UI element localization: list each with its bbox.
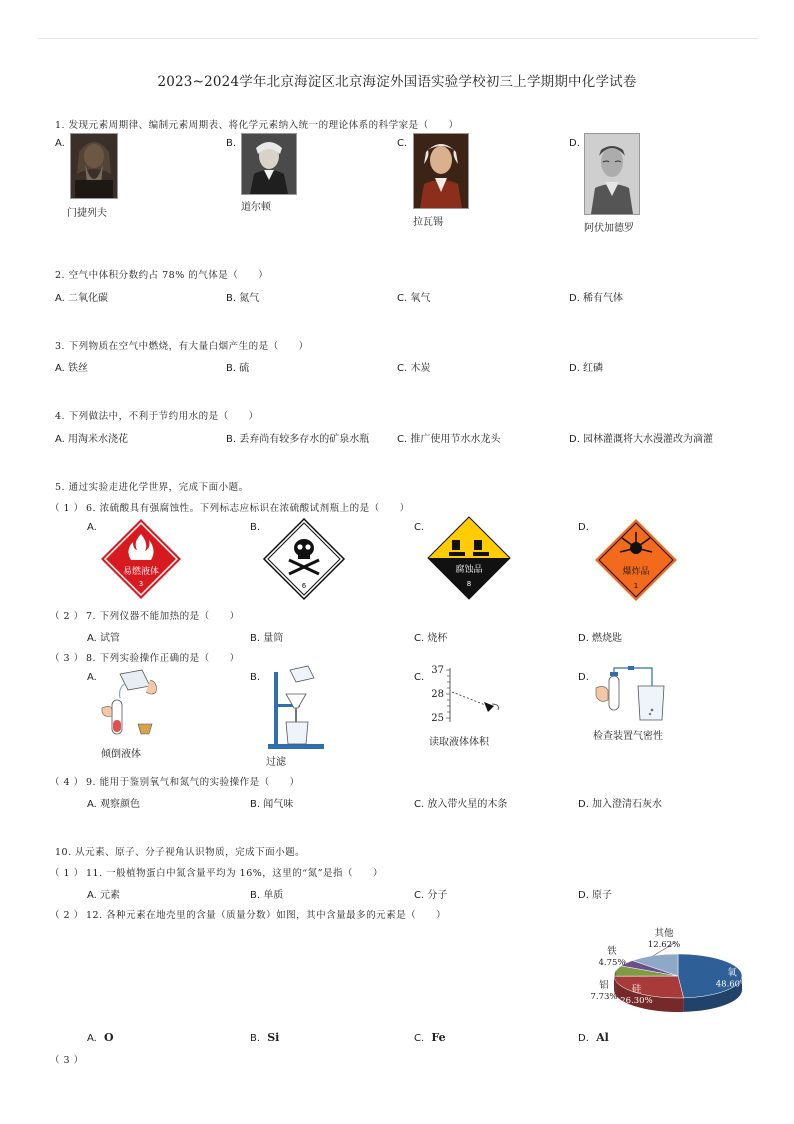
q12-stem: 12. 各种元素在地壳里的含量（质量分数）如图，其中含量最多的元素是（ ） bbox=[86, 910, 447, 921]
q4-stem: 4. 下列做法中，不利于节约用水的是（ ） bbox=[55, 411, 259, 422]
q3-option-d[interactable]: D. 红磷 bbox=[569, 363, 604, 374]
flammable-liquid-sign bbox=[100, 518, 182, 600]
flammable-liquid-sign-text: 易燃液体 bbox=[122, 567, 160, 577]
lavoisier-portrait bbox=[413, 133, 469, 209]
toxic-sign bbox=[263, 518, 345, 600]
explosive-sign bbox=[594, 518, 678, 602]
explosive-sign-number: 1 bbox=[633, 582, 639, 590]
q12-option-c[interactable] bbox=[414, 1031, 446, 1044]
q1-option-b-letter[interactable]: B. bbox=[226, 138, 237, 149]
flammable-liquid-sign-number: 3 bbox=[138, 580, 144, 588]
toxic-sign-number: 6 bbox=[301, 582, 307, 590]
pie-label-name-4: 铁 bbox=[607, 946, 617, 957]
pie-label-value-2: 26.30% bbox=[620, 996, 653, 1007]
airtightness-check-diagram bbox=[594, 664, 666, 722]
pie-label-value-4: 4.75% bbox=[598, 958, 626, 968]
q9-number: （ 4 ） bbox=[50, 777, 84, 788]
dalton-portrait bbox=[241, 133, 297, 195]
corrosive-sign-text: 腐蚀品 bbox=[455, 565, 483, 575]
corrosive-sign-number: 8 bbox=[466, 580, 472, 588]
q9-stem: 9. 能用于鉴别氧气和氮气的实验操作是（ ） bbox=[86, 777, 300, 788]
q12-option-d-element: Al bbox=[596, 1031, 609, 1044]
q3-option-c[interactable]: C. 木炭 bbox=[397, 363, 431, 374]
q3-stem: 3. 下列物质在空气中燃烧，有大量白烟产生的是（ ） bbox=[55, 341, 309, 352]
q12-option-a-letter: A. bbox=[87, 1033, 97, 1044]
cylinder-reading-diagram bbox=[426, 664, 506, 726]
q2-option-c[interactable]: C. 氧气 bbox=[397, 293, 431, 304]
q7-number: （ 2 ） bbox=[50, 611, 84, 622]
q1-option-a-caption: 门捷列夫 bbox=[67, 208, 107, 219]
q8-option-d-caption: 检查装置气密性 bbox=[593, 731, 663, 742]
corrosive-sign bbox=[427, 516, 511, 600]
crust-element-pie-chart bbox=[580, 918, 748, 1030]
q1-option-a-letter[interactable]: A. bbox=[55, 138, 65, 149]
q8-option-b-caption: 过滤 bbox=[266, 757, 286, 768]
q7-option-a[interactable]: A. 试管 bbox=[87, 633, 121, 644]
q10-stem: 10. 从元素、原子、分子视角认识物质，完成下面小题。 bbox=[55, 847, 306, 858]
mendeleev-portrait bbox=[70, 133, 118, 199]
q12-option-d-letter: D. bbox=[578, 1033, 589, 1044]
q11-number: （ 1 ） bbox=[50, 868, 84, 879]
q12-option-d[interactable] bbox=[578, 1031, 609, 1044]
q11-stem: 11. 一般植物蛋白中氮含量平均为 16%，这里的“氮”是指（ ） bbox=[86, 868, 383, 879]
pie-label-value-3: 7.73% bbox=[590, 992, 618, 1002]
q11-option-d[interactable]: D. 原子 bbox=[578, 890, 613, 901]
q8-option-c-letter[interactable]: C. bbox=[414, 672, 425, 683]
q9-option-c[interactable]: C. 放入带火星的木条 bbox=[414, 799, 508, 810]
pie-label-value-5: 12.62% bbox=[647, 940, 681, 950]
q9-option-d[interactable]: D. 加入澄清石灰水 bbox=[578, 799, 663, 810]
q6-stem: 6. 浓硫酸具有强腐蚀性。下列标志应标识在浓硫酸试剂瓶上的是（ ） bbox=[86, 503, 410, 514]
q11-option-a[interactable]: A. 元素 bbox=[87, 890, 121, 901]
q1-option-d-letter[interactable]: D. bbox=[569, 138, 580, 149]
explosive-sign-text: 爆炸品 bbox=[622, 567, 650, 577]
q8-option-d-letter[interactable]: D. bbox=[578, 672, 589, 683]
header-rule bbox=[38, 38, 758, 39]
q12-option-a[interactable] bbox=[87, 1031, 114, 1044]
q1-option-c-caption: 拉瓦锡 bbox=[413, 217, 443, 228]
q7-option-d[interactable]: D. 燃烧匙 bbox=[578, 633, 623, 644]
q4-option-c[interactable]: C. 推广使用节水水龙头 bbox=[397, 434, 501, 445]
page-title: 2023~2024学年北京海淀区北京海淀外国语实验学校初三上学期期中化学试卷 bbox=[157, 74, 637, 90]
q12-option-c-element: Fe bbox=[431, 1031, 446, 1044]
q1-stem: 1. 发现元素周期律、编制元素周期表、将化学元素纳入统一的理论体系的科学家是（ ） bbox=[55, 120, 459, 131]
q2-option-d[interactable]: D. 稀有气体 bbox=[569, 293, 624, 304]
q6-option-b-letter[interactable]: B. bbox=[250, 522, 261, 533]
q12-option-a-element: O bbox=[104, 1031, 114, 1044]
pie-label-value-1: 48.60% bbox=[715, 979, 749, 990]
q8-stem: 8. 下列实验操作正确的是（ ） bbox=[86, 653, 240, 664]
q4-option-b[interactable]: B. 丢弃尚有较多存水的矿泉水瓶 bbox=[226, 434, 370, 445]
filtration-diagram bbox=[262, 664, 324, 750]
q6-number: （ 1 ） bbox=[50, 503, 84, 514]
q11-option-b[interactable]: B. 单质 bbox=[250, 890, 284, 901]
q11-option-c[interactable]: C. 分子 bbox=[414, 890, 448, 901]
q8-option-b-letter[interactable]: B. bbox=[250, 672, 261, 683]
q8-number: （ 3 ） bbox=[50, 653, 84, 664]
q9-option-b[interactable]: B. 闻气味 bbox=[250, 799, 294, 810]
q7-option-b[interactable]: B. 量筒 bbox=[250, 633, 284, 644]
q12-number: （ 2 ） bbox=[50, 910, 84, 921]
pouring-liquid-diagram bbox=[98, 668, 168, 740]
q8-option-a-caption: 倾倒液体 bbox=[101, 749, 141, 760]
q6-option-d-letter[interactable]: D. bbox=[578, 522, 589, 533]
q12-option-b[interactable] bbox=[250, 1031, 279, 1044]
q1-option-b-caption: 道尔顿 bbox=[241, 202, 271, 213]
scale-label-middle: 28 bbox=[431, 689, 444, 700]
q7-stem: 7. 下列仪器不能加热的是（ ） bbox=[86, 611, 240, 622]
q2-stem: 2. 空气中体积分数约占 78% 的气体是（ ） bbox=[55, 270, 269, 281]
q1-option-d-caption: 阿伏加德罗 bbox=[584, 223, 634, 234]
scale-label-top: 37 bbox=[431, 665, 444, 676]
q1-option-c-letter[interactable]: C. bbox=[397, 138, 408, 149]
q9-option-a[interactable]: A. 观察颜色 bbox=[87, 799, 141, 810]
q6-option-a-letter[interactable]: A. bbox=[87, 522, 97, 533]
q8-option-c-caption: 读取液体体积 bbox=[429, 737, 489, 748]
pie-label-name-1: 氧 bbox=[727, 967, 737, 979]
q5-stem: 5. 通过实验走进化学世界，完成下面小题。 bbox=[55, 482, 249, 493]
q4-option-a[interactable]: A. 用淘米水浇花 bbox=[55, 434, 129, 445]
q7-option-c[interactable]: C. 烧杯 bbox=[414, 633, 448, 644]
q13-number: （ 3 ） bbox=[50, 1055, 84, 1066]
q3-option-b[interactable]: B. 硫 bbox=[226, 363, 250, 374]
avogadro-portrait bbox=[584, 133, 640, 215]
q3-option-a[interactable]: A. 铁丝 bbox=[55, 363, 89, 374]
q6-option-c-letter[interactable]: C. bbox=[414, 522, 425, 533]
q12-option-c-letter: C. bbox=[414, 1033, 425, 1044]
q12-option-b-letter: B. bbox=[250, 1033, 261, 1044]
scale-label-bottom: 25 bbox=[431, 713, 444, 724]
q12-option-b-element: Si bbox=[267, 1031, 280, 1044]
q4-option-d[interactable]: D. 园林灌溉将大水漫灌改为滴灌 bbox=[569, 434, 714, 445]
q8-option-a-letter[interactable]: A. bbox=[87, 672, 97, 683]
pie-label-name-2: 硅 bbox=[631, 984, 642, 996]
q2-option-a[interactable]: A. 二氧化碳 bbox=[55, 293, 109, 304]
pie-label-name-5: 其他 bbox=[654, 928, 674, 939]
q2-option-b[interactable]: B. 氮气 bbox=[226, 293, 260, 304]
pie-label-name-3: 铝 bbox=[599, 980, 609, 991]
